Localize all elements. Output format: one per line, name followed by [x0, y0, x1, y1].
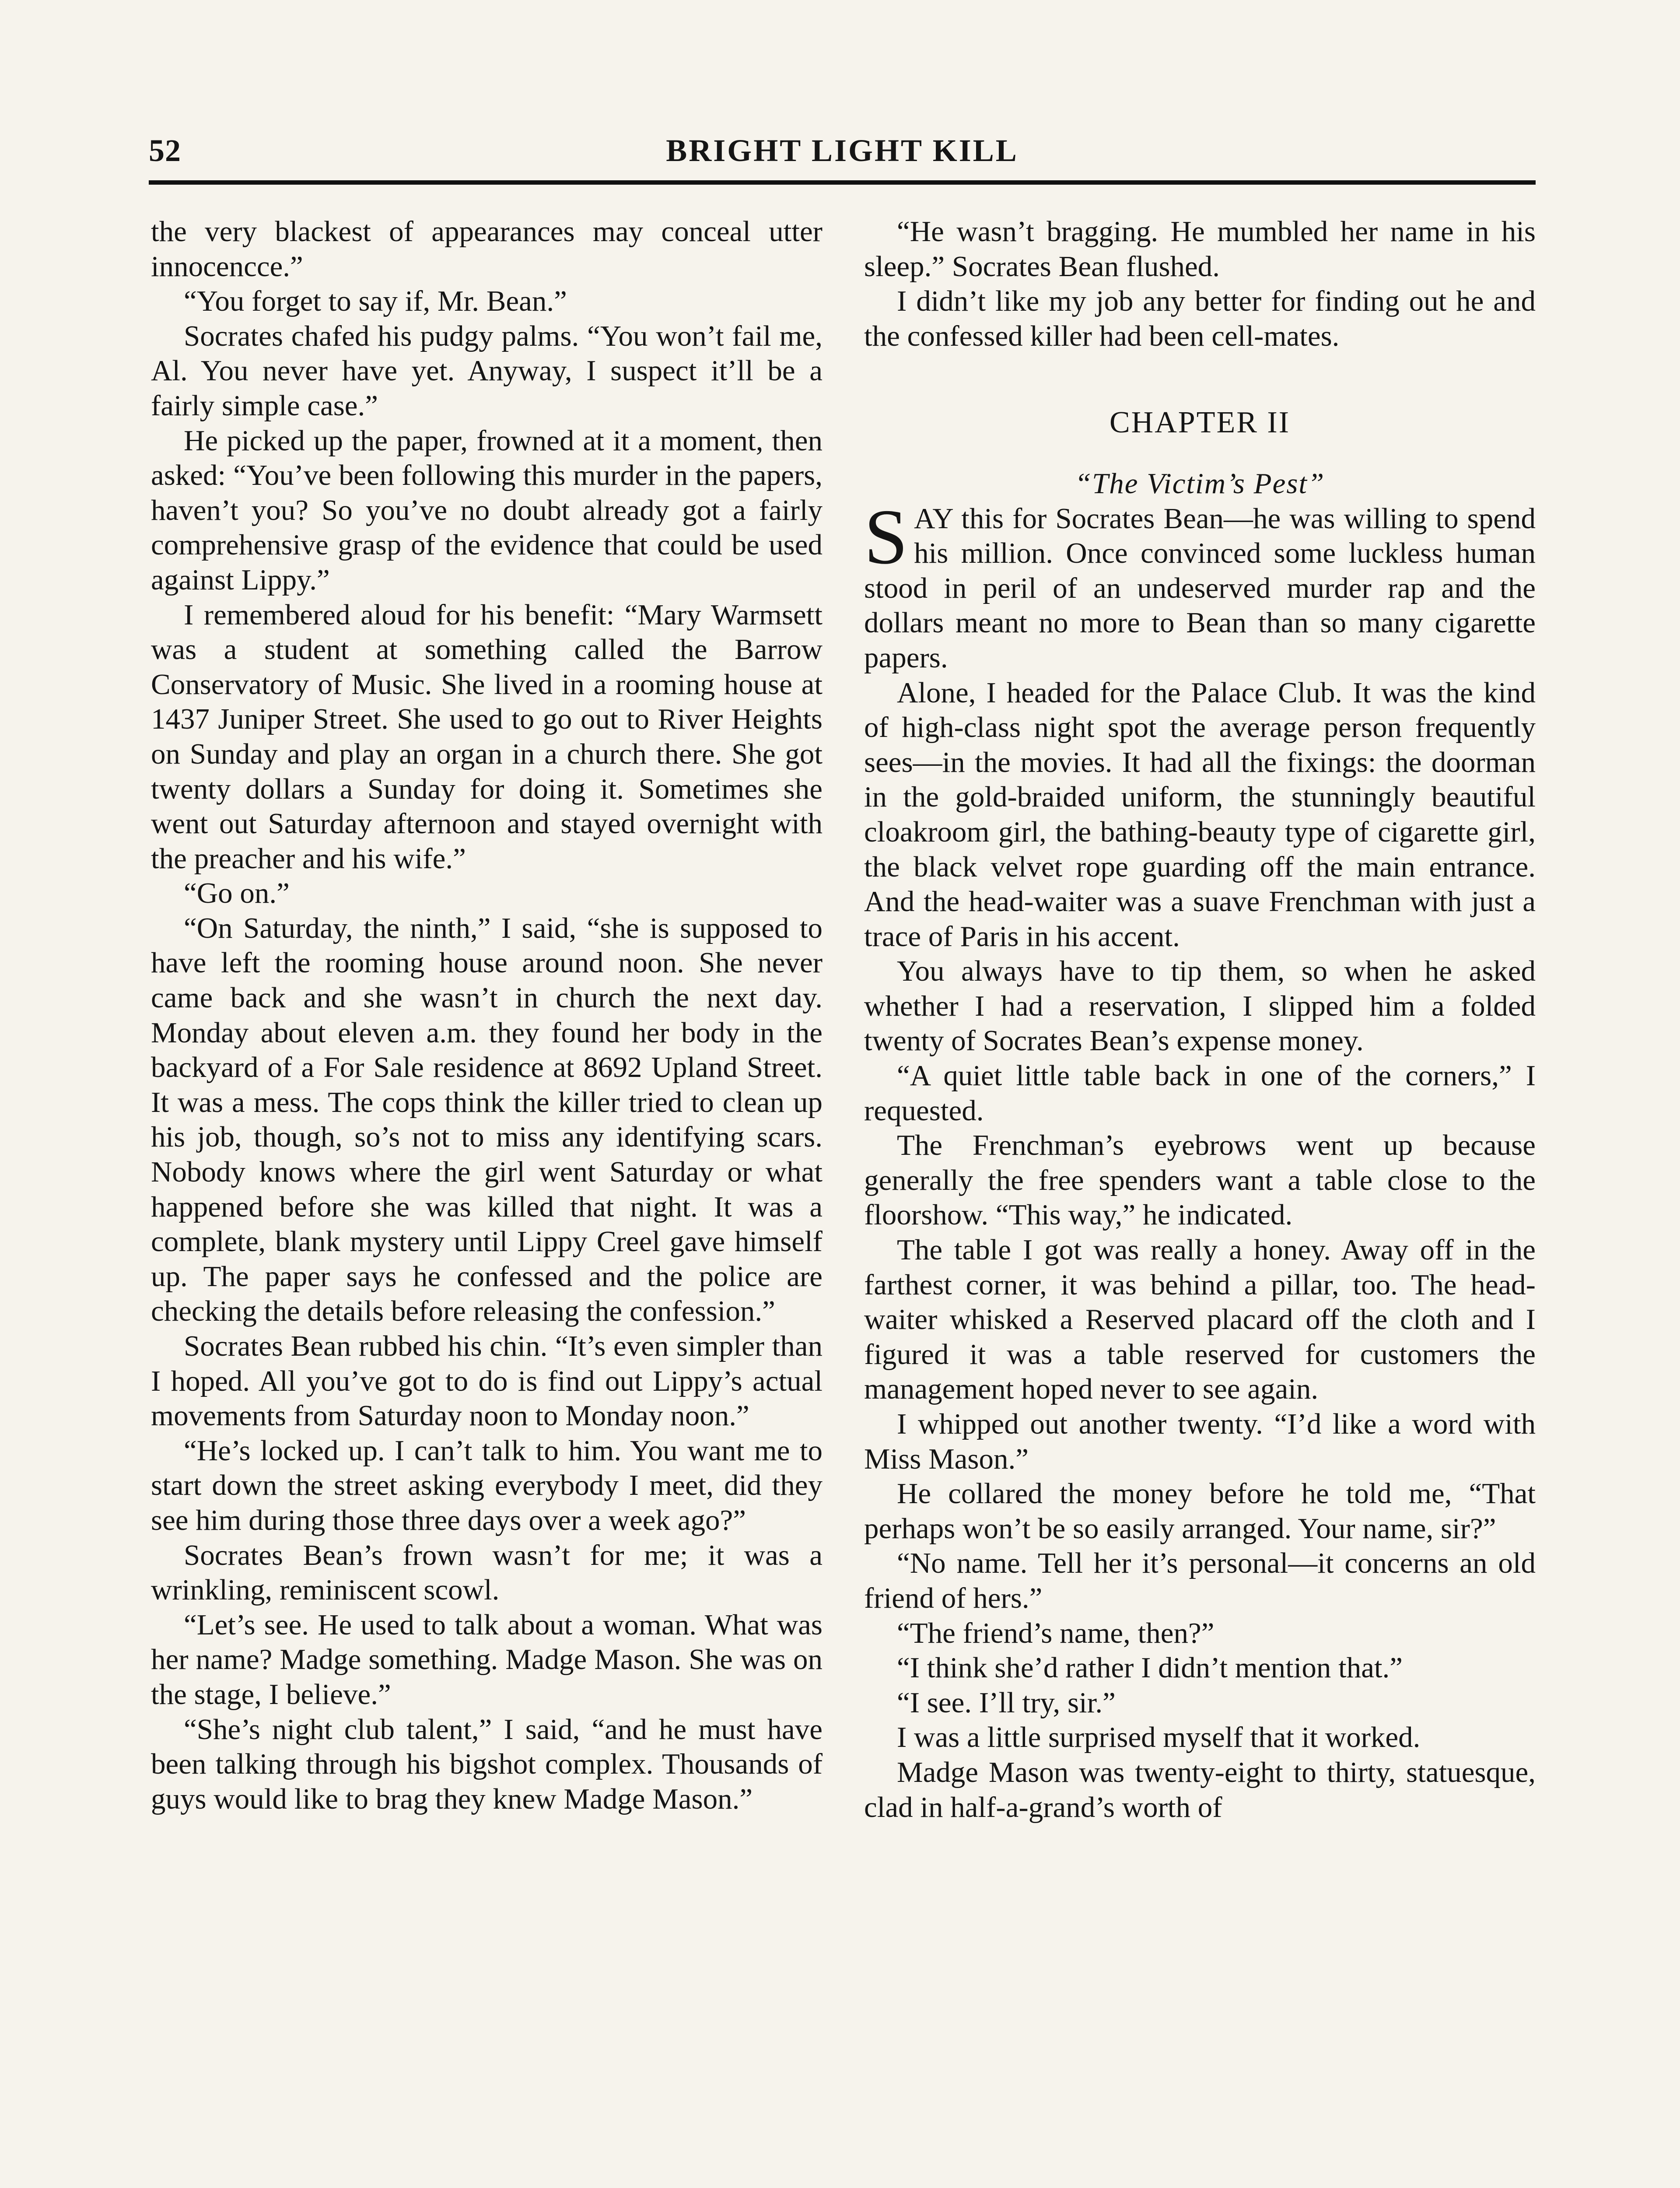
- paragraph: Socrates chafed his pudgy palms. “You won’t fail me, Al. You never have yet. Anyway, I suspect it’ll be a fairly simple case.”: [151, 319, 822, 422]
- page-number: 52: [149, 133, 181, 168]
- paragraph: “On Saturday, the ninth,” I said, “she is supposed to have left the rooming house around noon. She never came back and she wasn’t in church the next day. Monday about eleven a.m. they found her body in the backyard of a For Sale residence at 8692 Upland Street. It was a mess. The cops think the killer tried to clean up his job, though, so’s not to miss any identifying scars. Nobody knows where the girl went Saturday or what happened before she was killed that night. It was a complete, blank mystery until Lippy Creel gave himself up. The paper says he confessed and the police are checking the details before releasing the confession.”: [151, 912, 822, 1328]
- paragraph: “He wasn’t bragging. He mumbled her name in his sleep.” Socrates Bean flushed.: [864, 215, 1536, 283]
- paragraph: “Go on.”: [184, 877, 290, 910]
- drop-cap: S: [864, 493, 908, 580]
- right-column: [864, 214, 1536, 1825]
- running-title: BRIGHT LIGHT KILL: [666, 133, 1018, 168]
- paragraph: Alone, I headed for the Palace Club. It was the kind of high-class night spot the average person frequently sees—in the movies. It had all the fixings: the doorman in the gold-braided uniform, the stunningly beautiful cloakroom girl, the bathing-beauty type of cigarette girl, the black velvet rope guarding off the main entrance. And the head-waiter was a suave Frenchman with just a trace of Paris in his accent.: [864, 676, 1536, 953]
- chapter-opening-paragraph: [864, 493, 1536, 676]
- paragraph: He picked up the paper, frowned at it a moment, then asked: “You’ve been following this murder in the papers, haven’t you? So you’ve no doubt already got a fairly comprehensive grasp of the evidence that could be used against Lippy.”: [151, 424, 822, 596]
- paragraph: “She’s night club talent,” I said, “and he must have been talking through his bigshot complex. Thousands of guys would like to brag they knew Madge Mason.”: [151, 1713, 822, 1815]
- paragraph: “I see. I’ll try, sir.”: [897, 1686, 1116, 1719]
- paragraph: The table I got was really a honey. Away off in the farthest corner, it was behind a pillar, too. The head-waiter whisked a Reserved placard off the cloth and I figured it was a table reserved for customers the management hoped never to see again.: [864, 1234, 1536, 1406]
- paragraph: “You forget to say if, Mr. Bean.”: [184, 285, 567, 318]
- paragraph: I remembered aloud for his benefit: “Mary Warmsett was a student at something called the Barrow Conservatory of Music. She lived in a rooming house at 1437 Juniper Street. She used to go out to River Heights on Sunday and play an organ in a church there. She got twenty dollars a Sunday for doing it. Sometimes she went out Saturday afternoon and stayed overnight with the preacher and his wife.”: [151, 598, 822, 875]
- left-column: [151, 214, 822, 1816]
- paragraph: I was a little surprised myself that it worked.: [897, 1721, 1421, 1754]
- header-rule: [149, 180, 1536, 185]
- paragraph: Socrates Bean rubbed his chin. “It’s even simpler than I hoped. All you’ve got to do is find out Lippy’s actual movements from Saturday noon to Monday noon.”: [151, 1330, 822, 1432]
- paragraph: He collared the money before he told me, “That perhaps won’t be so easily arranged. Your name, sir?”: [864, 1477, 1536, 1545]
- paragraph: Madge Mason was twenty-eight to thirty, statuesque, clad in half-a-grand’s worth of: [864, 1756, 1536, 1823]
- paragraph: You always have to tip them, so when he asked whether I had a reservation, I slipped him a folded twenty of Socrates Bean’s expense money.: [864, 955, 1536, 1057]
- paragraph: the very blackest of appearances may conceal utter innocencce.”: [151, 215, 822, 283]
- paragraph: “He’s locked up. I can’t talk to him. You want me to start down the street asking everybody I meet, did they see him during those three days over a week ago?”: [151, 1434, 822, 1536]
- chapter-heading: CHAPTER II: [1109, 406, 1291, 440]
- paragraph: “I think she’d rather I didn’t mention that.”: [897, 1652, 1403, 1684]
- chapter-subtitle: “The Victim’s Pest”: [1074, 467, 1325, 500]
- opening-text: AY this for Socrates Bean—he was willing to spend his million. Once convinced some luckless human stood in peril of an undeserved murder rap and the dollars meant no more to Bean than so many cigarette papers.: [864, 502, 1536, 674]
- paragraph: “A quiet little table back in one of the corners,” I requested.: [864, 1059, 1536, 1127]
- paragraph: “No name. Tell her it’s personal—it concerns an old friend of hers.”: [864, 1547, 1536, 1614]
- paragraph: “The friend’s name, then?”: [897, 1616, 1214, 1649]
- paragraph: I whipped out another twenty. “I’d like a word with Miss Mason.”: [864, 1408, 1536, 1475]
- paragraph: “Let’s see. He used to talk about a woman. What was her name? Madge something. Madge Mason. She was on the stage, I believe.”: [151, 1608, 822, 1711]
- paragraph: Socrates Bean’s frown wasn’t for me; it was a wrinkling, reminiscent scowl.: [151, 1539, 822, 1606]
- paragraph: The Frenchman’s eyebrows went up because generally the free spenders want a table close to the floorshow. “This way,” he indicated.: [864, 1129, 1536, 1231]
- running-head: [149, 129, 1536, 177]
- paragraph: I didn’t like my job any better for finding out he and the confessed killer had been cell-mates.: [864, 285, 1536, 352]
